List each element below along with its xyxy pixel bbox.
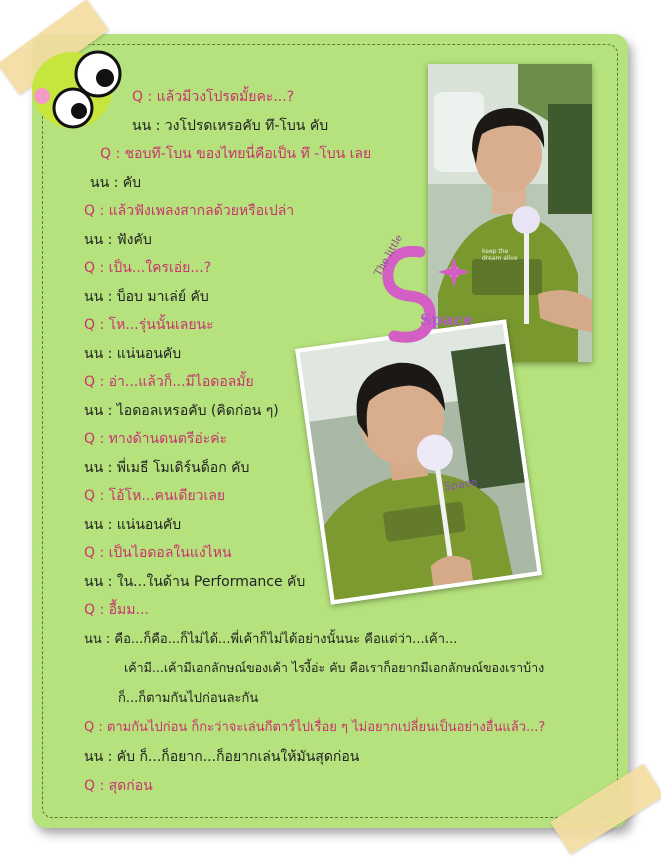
line-q: Q : ตามกันไปก่อน ก็กะว่าจะเล่นกีตาร์ไปเรื่อย ๆ ไม่อยากเปลี่ยนเป็นอย่างอื่นแล้ว...?	[84, 720, 546, 735]
line-q: Q : แล้วมีวงโปรดมั้ยคะ...?	[132, 89, 295, 105]
line-a: นน : ใน...ในด้าน Performance คับ	[84, 574, 306, 590]
line-a: นน : พี่เมธี โมเดิร์นด็อก คับ	[84, 460, 250, 476]
little-space-logo	[358, 232, 488, 350]
line-q: Q : โห...รุ่นนั้นเลยนะ	[84, 317, 214, 333]
line-a: เค้ามี...เค้ามีเอกลักษณ์ของเค้า ไรงี้อ่ะ คับ คือเราก็อยากมีเอกลักษณ์ของเราบ้าง	[124, 660, 545, 675]
line-q: Q : อ่า...แล้วก็...มีไอดอลมั้ย	[84, 374, 254, 390]
logo-small-text: The little	[372, 232, 406, 279]
line-a: นน : บ็อบ มาเล่ย์ คับ	[84, 289, 209, 305]
line-q: Q : เป็น...ใครเอ่ย...?	[84, 260, 212, 276]
line-q: Q : ทางด้านดนตรีอ่ะค่ะ	[84, 431, 228, 447]
line-a: นน : คับ	[90, 175, 142, 191]
line-q: Q : โอ้โห...คนเดียวเลย	[84, 488, 226, 504]
line-a: นน : แน่นอนคับ	[84, 346, 182, 362]
line-q: Q : สุดก่อน	[84, 778, 153, 794]
line-q: Q : ชอบทึ-โบน ของไทยนี่คือเป็น ทึ -โบน เลย	[100, 146, 372, 162]
line-a: นน : คือ...ก็คือ...ก็ไม่ได้...พี่เค้าก็ไม่ได้อย่างนั้นนะ คือแต่ว่า...เค้า...	[84, 632, 458, 647]
sign-label: Space	[443, 475, 479, 494]
line-a: นน : คับ ก็...ก็อยาก...ก็อยากเล่นให้มันสุดก่อน	[84, 749, 360, 765]
line-a: นน : แน่นอนคับ	[84, 517, 182, 533]
line-a: ก็...ก็ตามกันไปก่อนละกัน	[118, 691, 259, 706]
line-q: Q : แล้วฟังเพลงสากลด้วยหรือเปล่า	[84, 203, 295, 219]
line-a: นน : ไอดอลเหรอคับ (คิดก่อน ๆ)	[84, 403, 279, 419]
line-a: นน : ฟังคับ	[84, 232, 152, 248]
line-q: Q : อื้มม...	[84, 602, 149, 618]
photo-portrait-front	[295, 319, 542, 604]
line-q: Q : เป็นไอดอลในแง่ไหน	[84, 545, 232, 561]
line-a: นน : วงโปรดเหรอคับ ทึ-โบน คับ	[132, 118, 329, 134]
logo-main-text: Space	[420, 310, 474, 329]
tshirt-text: keep the dream alive	[482, 248, 518, 262]
frog-eyes-icon	[28, 38, 128, 134]
